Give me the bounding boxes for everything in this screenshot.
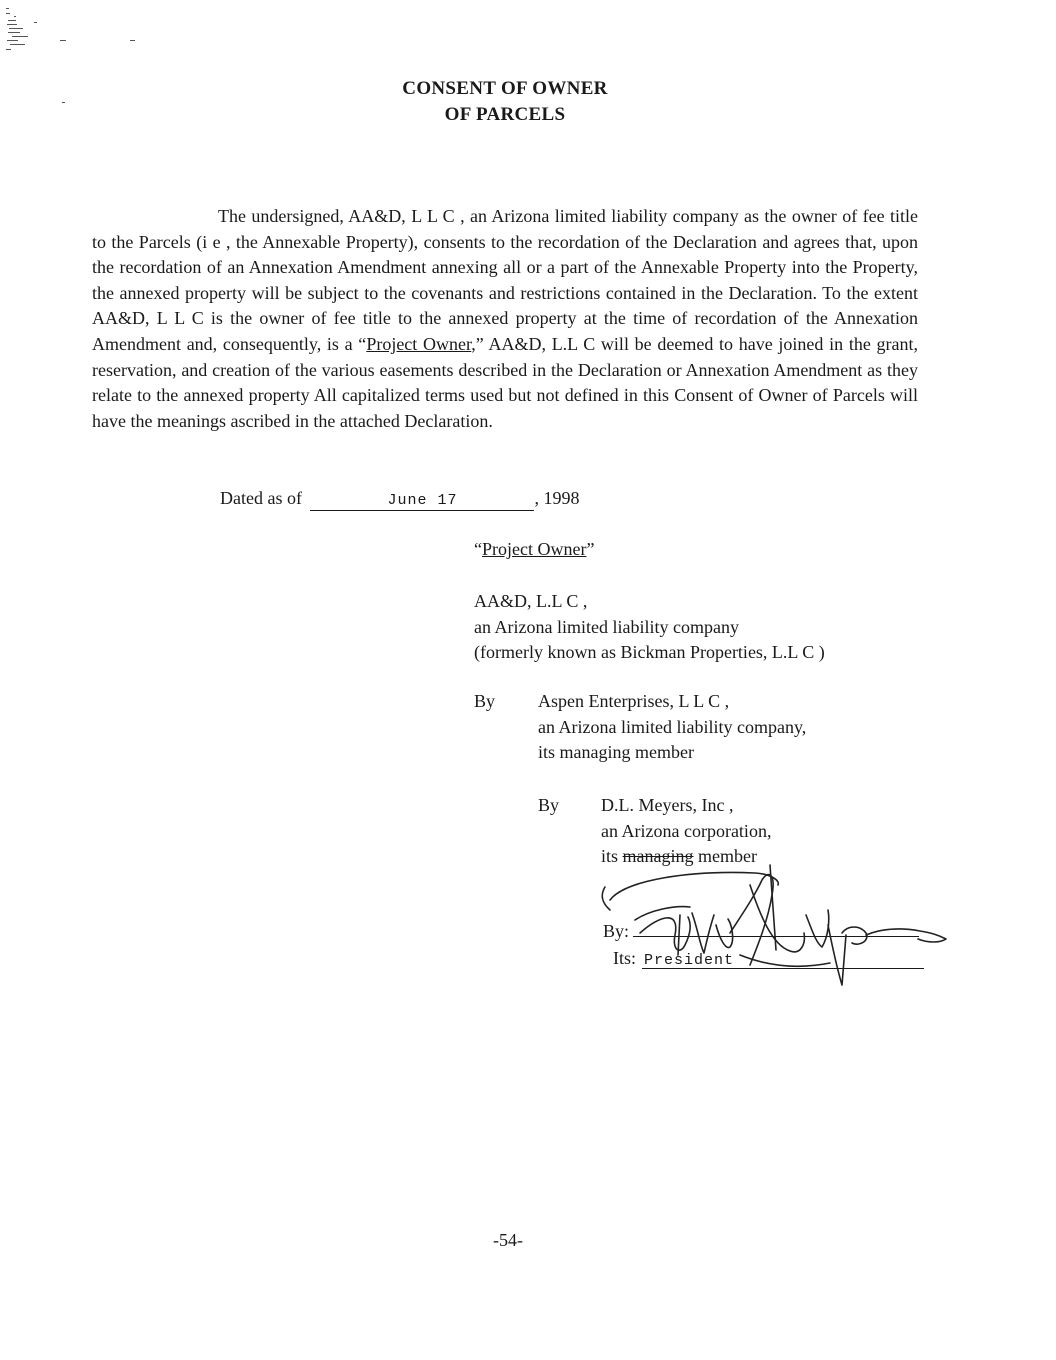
- document-title-line-2: OF PARCELS: [444, 104, 566, 125]
- dated-label: Dated as of: [220, 488, 302, 508]
- page-number: -54-: [493, 1230, 523, 1250]
- corporation-role: [601, 844, 771, 870]
- document-title-line-1: CONSENT OF OWNER: [402, 78, 608, 99]
- role-prefix: its: [601, 846, 623, 867]
- signature-its-row: [613, 947, 924, 969]
- managing-member-role: its managing member: [538, 742, 694, 763]
- managing-member-description: an Arizona limited liability company,: [538, 716, 807, 737]
- by-label-1: By: [474, 691, 496, 711]
- managing-member-block: [538, 689, 806, 766]
- project-owner-term: Project Owner: [482, 539, 587, 559]
- corporation-name: D.L. Meyers, Inc ,: [601, 795, 734, 815]
- signer-title-field: President: [642, 952, 924, 969]
- owner-former-name: (formerly known as Bickman Properties, L.L C ): [474, 642, 825, 663]
- close-quote: ”: [586, 539, 595, 559]
- consent-text-part-1: The undersigned, AA&D, L L C , an Arizona limited liability company as the owner of fee title to the Parcels (i e , the Annexable Property), consents to the recordation of the Declaration and agrees that, upon the recordation of an Annexation Amendment annexing all or a part of the Annexable Property into the Property, the annexed property will be subject to the covenants and restrictions contained in the Declaration. To the extent AA&D, L L C is the owner of fee title to the annexed property at the time of recordation of the Annexation Amendment and, consequently, is a “: [92, 206, 918, 354]
- date-field: June 17: [310, 492, 534, 511]
- owner-description: an Arizona limited liability company: [474, 616, 739, 637]
- open-quote: “: [474, 539, 482, 559]
- corporation-description: an Arizona corporation,: [601, 820, 772, 841]
- dated-line: [220, 485, 579, 511]
- managing-member-name: Aspen Enterprises, L L C ,: [538, 691, 730, 711]
- owner-entity-block: [474, 589, 825, 666]
- owner-name: AA&D, L.L C ,: [474, 591, 588, 611]
- signature-by-row: [603, 920, 919, 942]
- signature-by-label: By:: [603, 921, 630, 941]
- struck-word: managing: [622, 846, 694, 867]
- by-label-2: By: [538, 795, 560, 815]
- project-owner-heading: [474, 537, 594, 563]
- consent-text-part-2: ,” AA&D, L.L C will be deemed to have joined in the grant, reservation, and creation of the various easements described in the Declaration or Annexation Amendment as they relate to the annexed property All capitalized terms used but not defined in this Consent of Owner of Parcels will have the meanings ascribed in the attached Declaration.: [92, 333, 919, 431]
- dated-year: , 1998: [534, 488, 580, 508]
- corporation-block: [601, 793, 771, 870]
- signature-its-label: Its:: [613, 948, 637, 968]
- role-suffix: member: [693, 846, 757, 867]
- signature-line: [633, 920, 919, 937]
- consent-paragraph: [92, 204, 918, 434]
- defined-term-project-owner: Project Owner: [366, 333, 472, 354]
